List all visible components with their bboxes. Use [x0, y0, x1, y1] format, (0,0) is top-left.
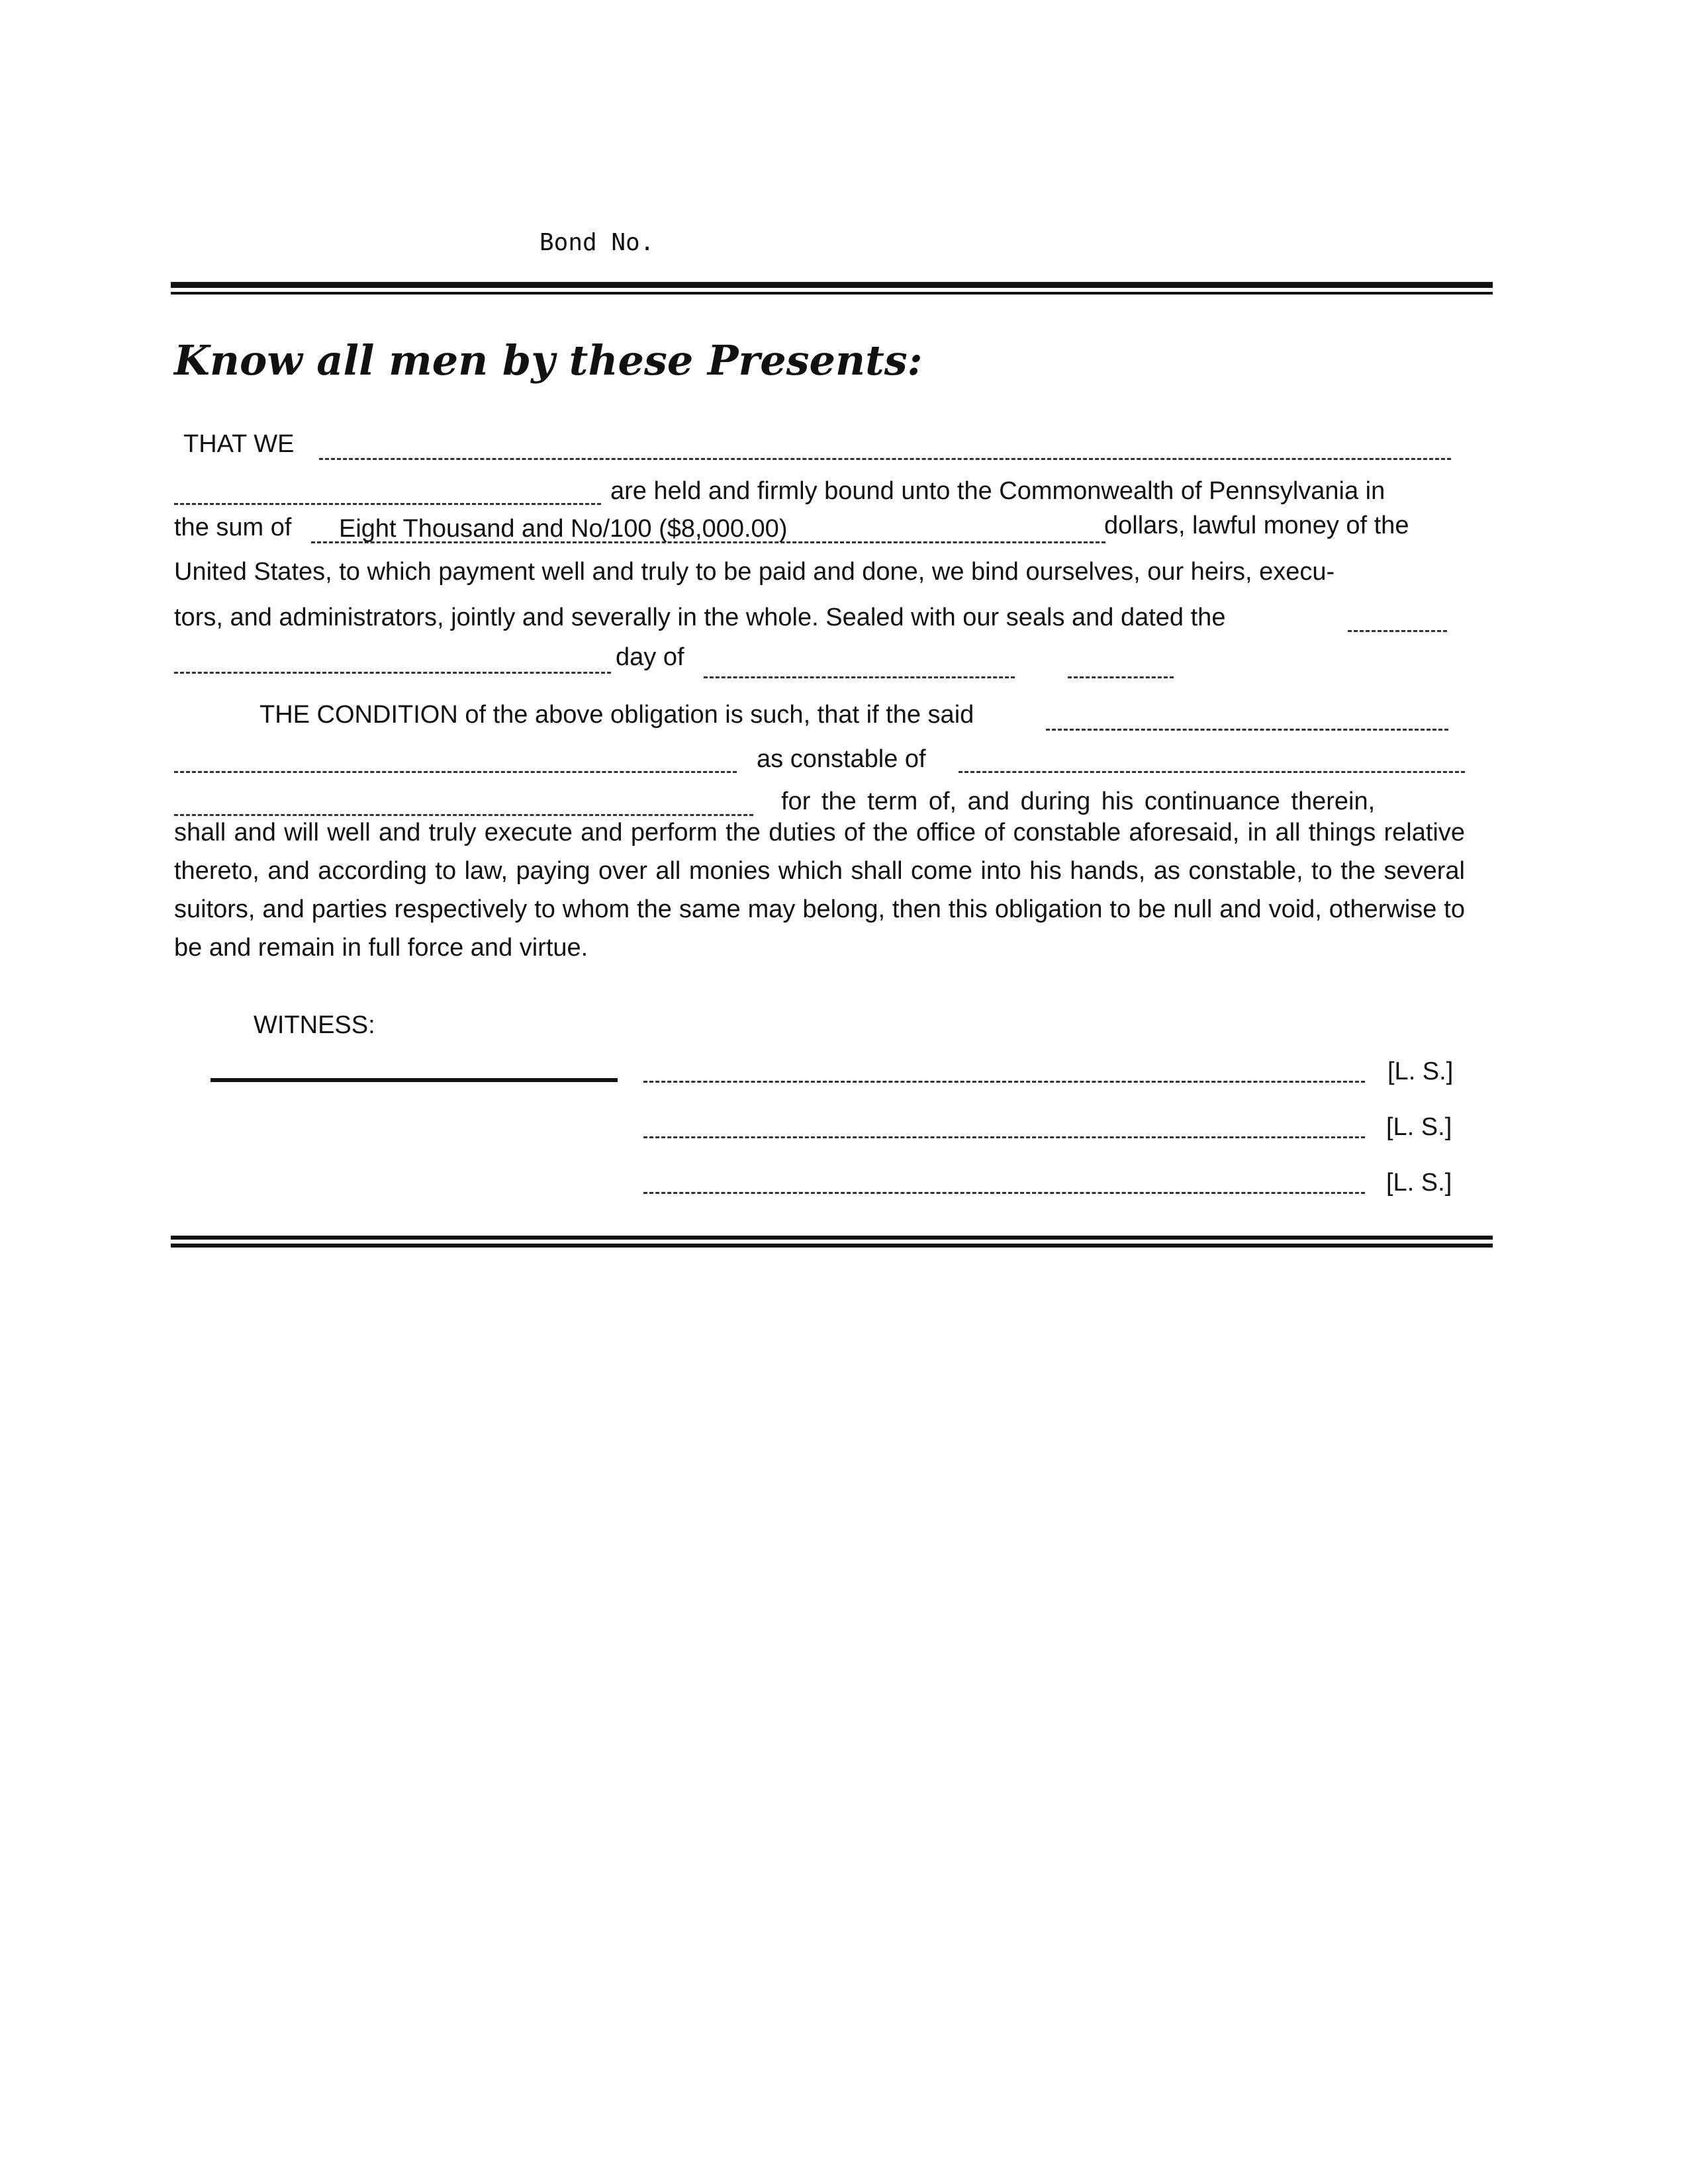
signature-line-3[interactable]: [643, 1192, 1365, 1194]
bottom-rule-thick: [171, 1236, 1493, 1240]
body-line-4: United States, to which payment well and truly to be paid and done, we bind ourselves, our heirs, execu-: [174, 558, 1335, 586]
condition-paragraph: shall and will well and truly execute and perform the duties of the office of constable aforesaid, in all things relative thereto, and according to law, paying over all monies which shall come into his hands, as constable, to the several suitors, and parties respectively to whom the same may belong, then this obligation to be null and void, otherwise to be and remain in full force and virtue.: [174, 819, 1465, 962]
witness-signature-line[interactable]: [211, 1078, 618, 1082]
date-year-blank[interactable]: [1068, 676, 1174, 678]
obligor-name-blank-1[interactable]: [319, 458, 1451, 460]
held-bound-text: are held and firmly bound unto the Commonwealth of Pennsylvania in: [610, 477, 1385, 505]
signature-line-2[interactable]: [643, 1136, 1365, 1138]
condition-text: THE CONDITION of the above obligation is such, that if the said: [259, 701, 974, 729]
top-rule-thin: [171, 292, 1493, 295]
constable-of-label: as constable of: [757, 745, 926, 773]
dollars-text: dollars, lawful money of the: [1104, 512, 1409, 539]
date-month-blank[interactable]: [704, 676, 1015, 678]
body-line-5: tors, and administrators, jointly and severally in the whole. Sealed with our seals and dated the: [174, 604, 1226, 631]
obligor-name-blank-2[interactable]: [174, 503, 601, 505]
township-blank[interactable]: [959, 771, 1465, 773]
constable-name-blank-2[interactable]: [174, 771, 737, 773]
signature-line-1[interactable]: [643, 1081, 1365, 1083]
day-of-label: day of: [616, 643, 684, 671]
date-day-blank-2[interactable]: [174, 672, 611, 674]
top-rule-thick: [171, 282, 1493, 288]
bottom-rule-thin: [171, 1244, 1493, 1248]
bond-number-label: Bond No.: [539, 229, 655, 256]
sum-of-label: the sum of: [174, 514, 292, 541]
witness-label: WITNESS:: [254, 1011, 375, 1039]
seal-label-1: [L. S.]: [1387, 1058, 1454, 1085]
date-day-blank[interactable]: [1348, 630, 1447, 632]
term-of-text: for the term of, and during his continuance therein,: [781, 788, 1376, 815]
that-we-label: THAT WE: [183, 430, 295, 458]
bond-amount-value: Eight Thousand and No/100 ($8,000.00): [339, 515, 788, 543]
document-title: Know all men by these Presents:: [174, 336, 923, 385]
seal-label-3: [L. S.]: [1386, 1169, 1452, 1197]
seal-label-2: [L. S.]: [1386, 1113, 1452, 1141]
constable-name-blank[interactable]: [1046, 729, 1448, 731]
